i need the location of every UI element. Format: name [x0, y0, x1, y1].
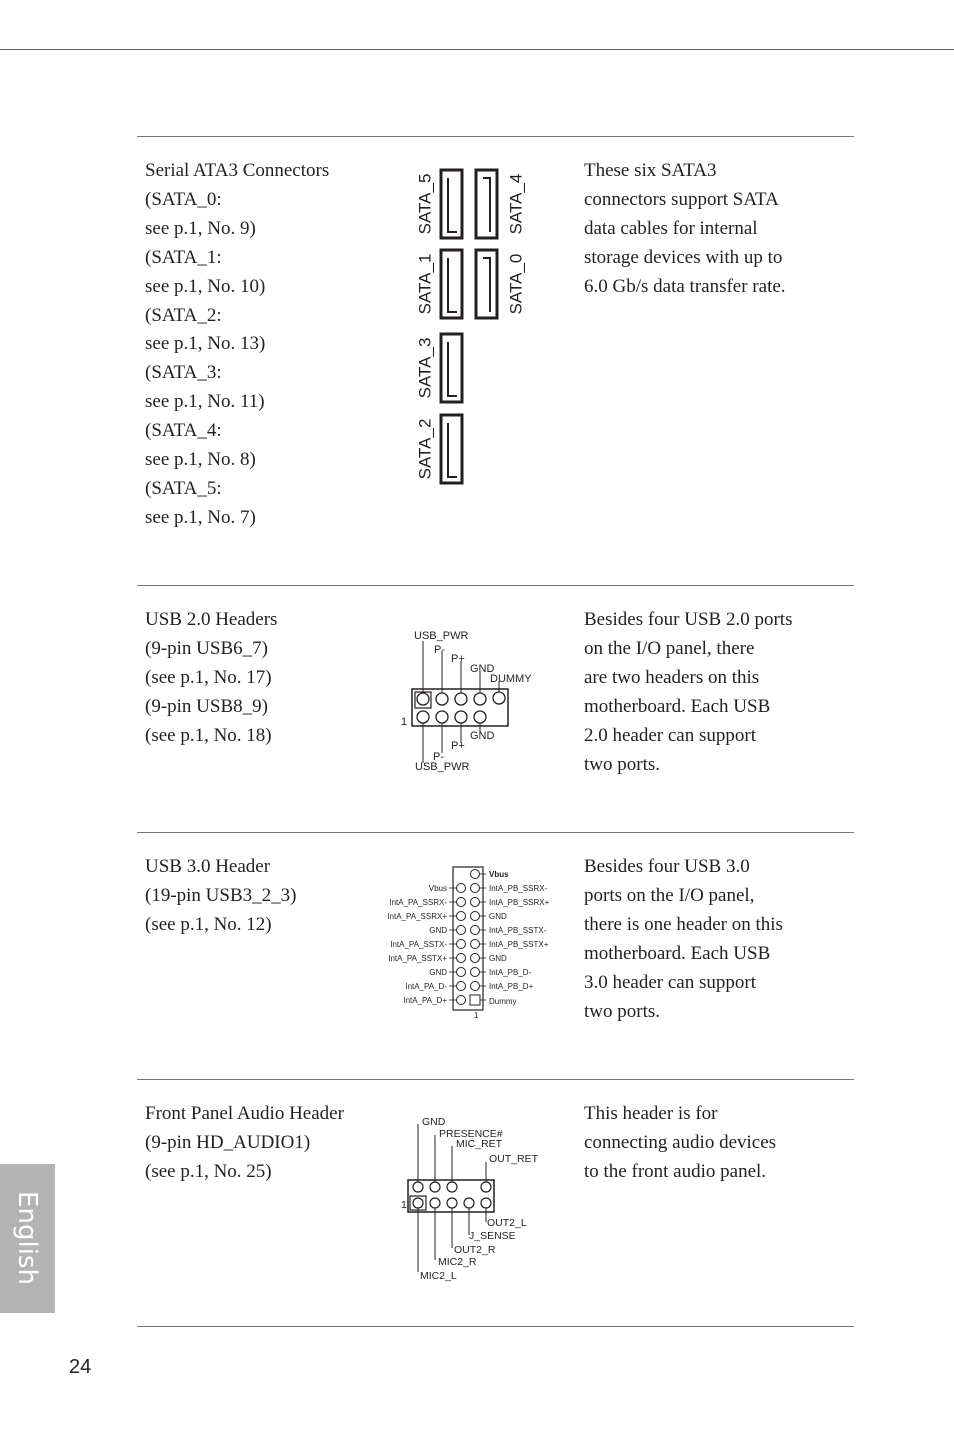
pin1-marker: 1 — [474, 1011, 479, 1020]
text-line: two ports. — [584, 1000, 660, 1022]
text-line: 3.0 header can support — [584, 971, 756, 993]
pin-label: Vbus — [489, 870, 509, 879]
text-line: see p.1, No. 11) — [145, 391, 265, 413]
text-line: (see p.1, No. 25) — [145, 1160, 272, 1182]
text-line: connectors support SATA — [584, 188, 779, 210]
pin-label: OUT2_L — [487, 1217, 527, 1229]
pin-label: IntA_PA_D- — [405, 982, 447, 991]
text-line: ports on the I/O panel, — [584, 884, 755, 906]
text-line: are two headers on this — [584, 666, 760, 688]
text-line: there is one header on this — [584, 913, 783, 935]
text-line: storage devices with up to — [584, 246, 783, 268]
text-line: (9-pin HD_AUDIO1) — [145, 1131, 311, 1153]
pin-label: IntA_PA_SSRX+ — [387, 912, 447, 921]
pin-label: IntA_PB_D+ — [489, 982, 534, 991]
sata-label: SATA_3 — [415, 337, 435, 399]
text-line: (SATA_1: — [145, 246, 222, 268]
pin-label: IntA_PA_D+ — [403, 996, 447, 1005]
pin-label: OUT_RET — [489, 1153, 539, 1165]
pin-label: P+ — [451, 740, 465, 752]
audio-header-diagram — [395, 1110, 555, 1285]
usb2-description — [584, 606, 792, 779]
sata-port — [441, 415, 462, 483]
pin-label: IntA_PA_SSTX- — [390, 940, 447, 949]
pin-label: MIC_RET — [456, 1138, 503, 1150]
text-line: 2.0 header can support — [584, 724, 756, 746]
section-divider — [137, 832, 854, 833]
text-line: USB 3.0 Header — [145, 856, 271, 877]
section-divider — [137, 1079, 854, 1080]
usb2-header-diagram — [395, 625, 555, 780]
pin-label: Vbus — [428, 884, 447, 893]
usb2-title — [145, 606, 277, 751]
audio-title — [145, 1100, 344, 1187]
text-line: motherboard. Each USB — [584, 942, 771, 964]
pin-label: GND — [489, 912, 507, 921]
text-line: This header is for — [584, 1103, 718, 1124]
text-line: Besides four USB 3.0 — [584, 856, 750, 877]
page-number: 24 — [69, 1356, 92, 1378]
usb3-header-diagram — [378, 862, 560, 1024]
pin-label: J_SENSE — [469, 1230, 516, 1242]
pin-label: GND — [470, 730, 495, 742]
text-line: see p.1, No. 7) — [145, 506, 256, 528]
pin-label: IntA_PB_SSTX+ — [489, 940, 549, 949]
header-rule — [0, 49, 954, 50]
text-line: on the I/O panel, there — [584, 637, 755, 659]
audio-description — [584, 1100, 776, 1187]
pin-label: PRESENCE# — [439, 1128, 503, 1140]
text-line: (see p.1, No. 12) — [145, 913, 272, 935]
text-line: Serial ATA3 Connectors — [145, 160, 330, 181]
pin-label: GND — [489, 954, 507, 963]
text-line: see p.1, No. 13) — [145, 333, 266, 355]
text-line: (SATA_0: — [145, 188, 222, 210]
text-line: These six SATA3 — [584, 160, 717, 181]
pin-label: OUT2_R — [454, 1244, 496, 1256]
sata-label: SATA_4 — [506, 173, 526, 235]
sata-label: SATA_1 — [415, 253, 435, 315]
text-line: (SATA_2: — [145, 304, 222, 326]
usb3-description — [584, 853, 783, 1026]
pin-label: P- — [434, 644, 445, 656]
language-tab — [0, 1164, 55, 1313]
section-divider — [137, 136, 854, 137]
text-line: (SATA_3: — [145, 362, 222, 384]
text-line: USB 2.0 Headers — [145, 609, 278, 630]
sata-description — [584, 157, 786, 302]
sata-label: SATA_0 — [506, 253, 526, 315]
usb3-title — [145, 853, 296, 940]
pin-label: IntA_PA_SSTX+ — [388, 954, 447, 963]
pin1-marker: 1 — [401, 716, 408, 728]
text-line: (see p.1, No. 17) — [145, 666, 272, 688]
text-line: motherboard. Each USB — [584, 695, 771, 717]
text-line: see p.1, No. 8) — [145, 449, 256, 471]
pin-label: P+ — [451, 653, 465, 665]
pin-label: GND — [429, 968, 447, 977]
text-line: Front Panel Audio Header — [145, 1103, 344, 1124]
pin-label: GND — [422, 1116, 446, 1128]
text-line: 6.0 Gb/s data transfer rate. — [584, 275, 786, 297]
text-line: see p.1, No. 9) — [145, 217, 256, 239]
pin-label: IntA_PB_SSRX- — [489, 884, 548, 893]
pin-label: GND — [470, 663, 495, 675]
sata-port — [441, 250, 462, 318]
sata-port — [476, 250, 497, 318]
text-line: Besides four USB 2.0 ports — [584, 609, 793, 630]
pin-label: GND — [429, 926, 447, 935]
sata-port — [476, 170, 497, 238]
sata-port — [441, 170, 462, 238]
pin1-marker: 1 — [401, 1199, 407, 1211]
pin-label: DUMMY — [490, 673, 532, 685]
pin-label: MIC2_L — [420, 1270, 457, 1282]
text-line: (SATA_5: — [145, 477, 222, 499]
pin-label: Dummy — [489, 997, 517, 1006]
text-line: (see p.1, No. 18) — [145, 724, 272, 746]
sata-label: SATA_2 — [415, 418, 435, 480]
pin-label: IntA_PA_SSRX- — [389, 898, 447, 907]
pin-label: USB_PWR — [415, 761, 470, 773]
pin-label: IntA_PB_SSTX- — [489, 926, 547, 935]
sata-title — [145, 157, 329, 533]
pin-label: MIC2_R — [438, 1256, 477, 1268]
text-line: connecting audio devices — [584, 1131, 777, 1153]
section-divider — [137, 1326, 854, 1327]
text-line: (19-pin USB3_2_3) — [145, 884, 297, 906]
sata-connectors-diagram — [400, 160, 550, 495]
pin-label: USB_PWR — [414, 630, 469, 642]
section-divider — [137, 585, 854, 586]
pin-label: IntA_PB_SSRX+ — [489, 898, 550, 907]
text-line: see p.1, No. 10) — [145, 275, 266, 297]
text-line: (9-pin USB6_7) — [145, 637, 268, 659]
language-label: English — [12, 1191, 42, 1285]
text-line: (SATA_4: — [145, 420, 222, 442]
text-line: data cables for internal — [584, 217, 758, 239]
pin-label: IntA_PB_D- — [489, 968, 532, 977]
sata-port — [441, 334, 462, 402]
text-line: (9-pin USB8_9) — [145, 695, 268, 717]
text-line: to the front audio panel. — [584, 1160, 767, 1182]
sata-label: SATA_5 — [415, 173, 435, 235]
text-line: two ports. — [584, 753, 660, 775]
pin-label: P- — [433, 751, 444, 763]
